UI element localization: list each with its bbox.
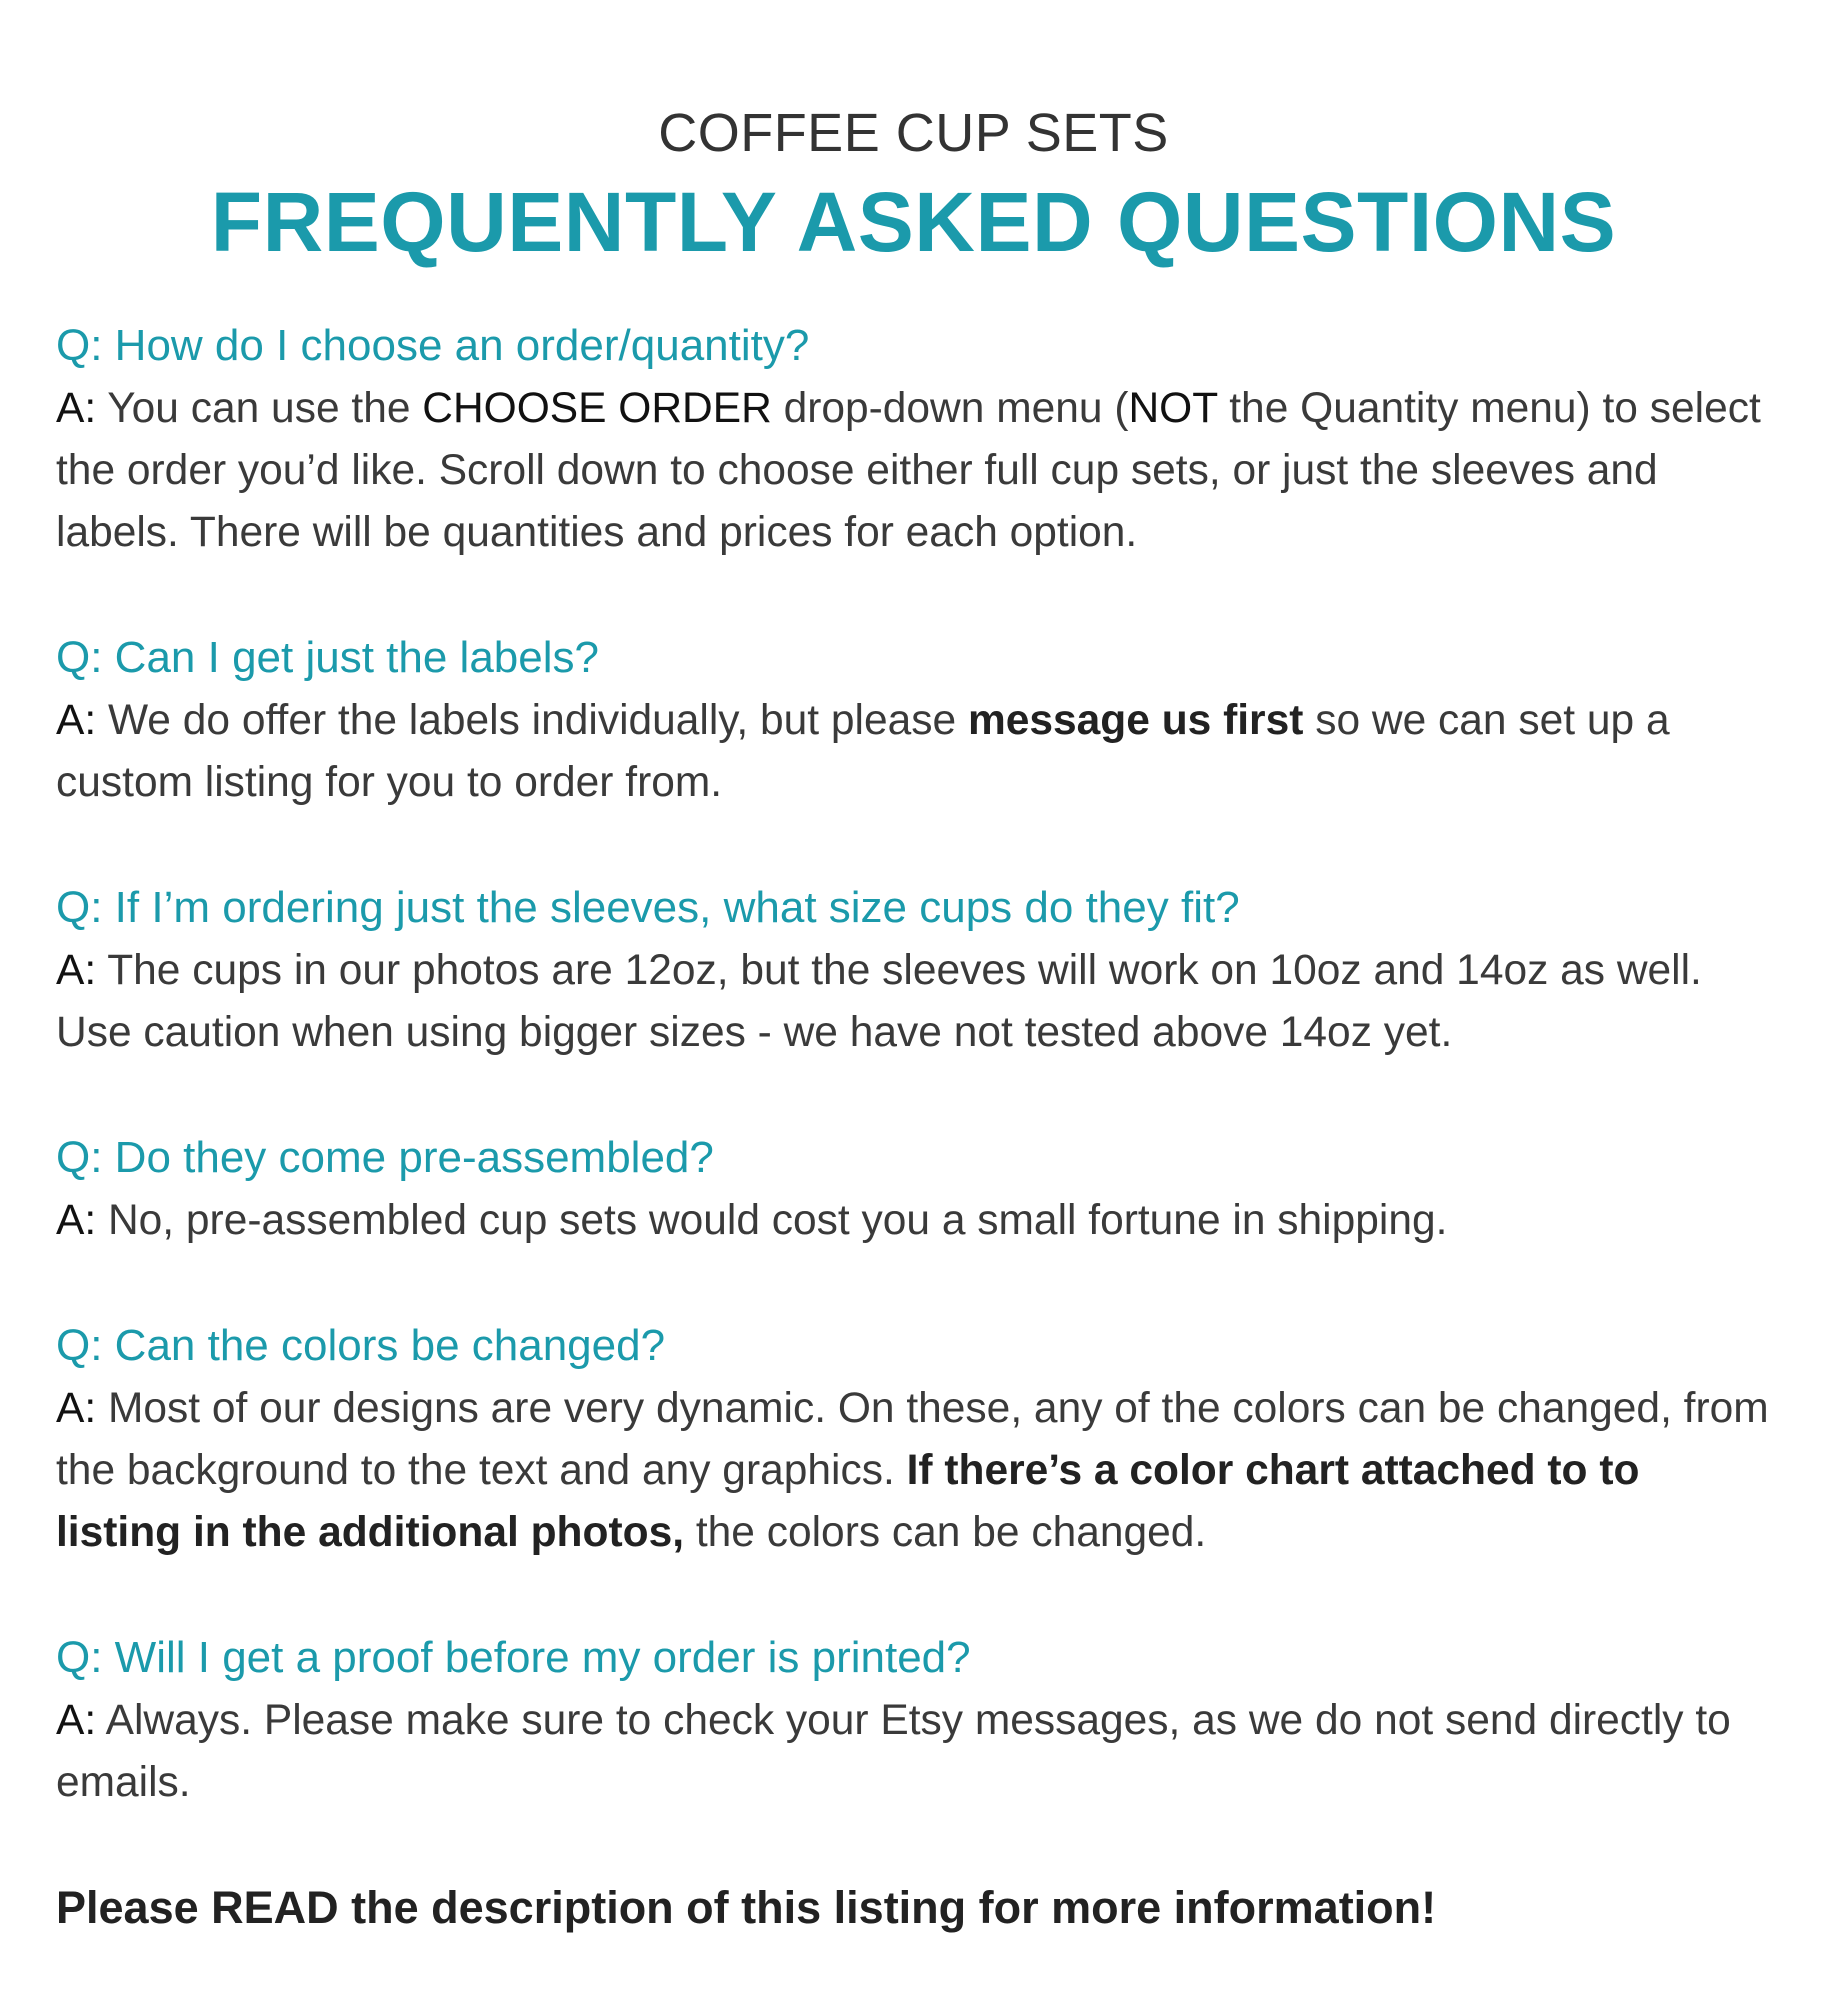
answer-prefix: A: <box>56 1697 97 1744</box>
faq-answer <box>56 1378 1771 1564</box>
faq-question: Q: Do they come pre-assembled? <box>56 1133 714 1182</box>
faq-question: Q: Will I get a proof before my order is printed? <box>56 1633 971 1682</box>
faq-question: Q: If I’m ordering just the sleeves, what size cups do they fit? <box>56 883 1240 932</box>
answer-text: You can use the <box>96 385 423 432</box>
answer-text: the Quantity menu) to select the order you’d like. Scroll down to choose either full cup sets, or just the sleeves and labels. There will be quantities and prices for each option. <box>56 385 1761 556</box>
faq-item-labels <box>56 628 1771 814</box>
answer-text: No, pre-assembled cup sets would cost you a small fortune in shipping. <box>96 1197 1448 1244</box>
faq-answer <box>56 378 1771 564</box>
answer-emphasis: If there’s a color chart attached to to listing in the additional photos, <box>56 1447 1640 1556</box>
answer-emphasis: message us first <box>967 697 1304 744</box>
answer-text: We do offer the labels individually, but please <box>96 697 968 744</box>
answer-text: Always. Please make sure to check your Etsy messages, as we do not send directly to emails. <box>56 1697 1731 1806</box>
answer-text: The cups in our photos are 12oz, but the sleeves will work on 10oz and 14oz as well. Use caution when using bigger sizes - we have not tested above 14oz yet. <box>56 947 1702 1056</box>
answer-prefix: A: <box>56 385 97 432</box>
faq-answer <box>56 940 1771 1064</box>
answer-text: so we can set up a custom listing for you to order from. <box>56 697 1670 806</box>
answer-prefix: A: <box>56 1197 97 1244</box>
page-header <box>56 0 1771 270</box>
faq-list <box>56 316 1771 1814</box>
faq-item-sleeve-size <box>56 878 1771 1064</box>
answer-text: Most of our designs are very dynamic. On these, any of the colors can be changed, from the background to the text and any graphics. <box>56 1385 1769 1494</box>
answer-prefix: A: <box>56 947 97 994</box>
faq-item-pre-assembled <box>56 1128 1771 1252</box>
answer-text: the colors can be changed. <box>684 1509 1207 1556</box>
faq-item-colors <box>56 1316 1771 1564</box>
faq-question: Q: Can the colors be changed? <box>56 1321 666 1370</box>
faq-question: Q: Can I get just the labels? <box>56 633 599 682</box>
faq-answer <box>56 1690 1771 1814</box>
footer-note: Please READ the description of this listing for more information! <box>56 1882 1437 1933</box>
faq-answer <box>56 690 1771 814</box>
faq-answer <box>56 1190 1771 1252</box>
faq-item-proof <box>56 1628 1771 1814</box>
answer-keyword: NOT <box>1128 385 1218 432</box>
page-title: FREQUENTLY ASKED QUESTIONS <box>210 175 1617 269</box>
answer-keyword: CHOOSE ORDER <box>422 385 772 432</box>
answer-prefix: A: <box>56 1385 97 1432</box>
faq-question: Q: How do I choose an order/quantity? <box>56 321 810 370</box>
answer-text: drop-down menu ( <box>771 385 1129 432</box>
faq-item-choose-order <box>56 316 1771 564</box>
page-subtitle: COFFEE CUP SETS <box>658 103 1169 163</box>
answer-prefix: A: <box>56 697 97 744</box>
